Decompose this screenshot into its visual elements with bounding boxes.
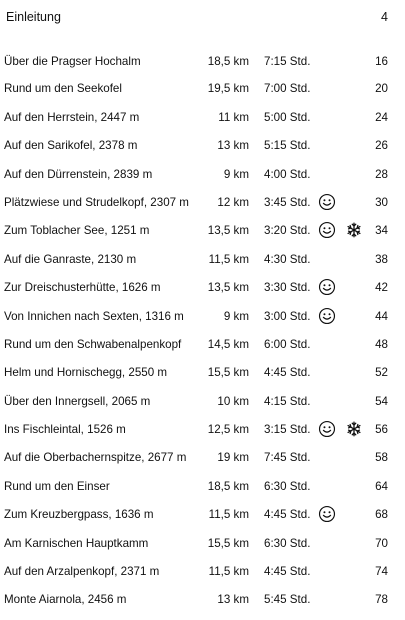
tour-name: Zum Kreuzbergpass, 1636 m	[4, 508, 154, 522]
tour-duration: 4:00 Std.	[264, 167, 311, 181]
tour-entry[interactable]	[0, 336, 405, 364]
tour-page-number: 58	[375, 451, 388, 465]
tour-distance: 11 km	[218, 110, 249, 124]
tour-name: Ins Fischleintal, 1526 m	[4, 423, 126, 437]
tour-name: Auf den Arzalpenkopf, 2371 m	[4, 565, 160, 579]
tour-name: Rund um den Einser	[4, 479, 110, 493]
tour-name: Zum Toblacher See, 1251 m	[4, 224, 150, 238]
tour-distance: 11,5 km	[208, 252, 249, 266]
tour-distance: 11,5 km	[208, 565, 249, 579]
smiley-icon	[318, 193, 336, 211]
tour-page-number: 38	[375, 252, 388, 266]
tour-page-number: 74	[375, 565, 388, 579]
tour-distance: 13 km	[217, 139, 249, 153]
tour-distance: 11,5 km	[208, 508, 249, 522]
tour-duration: 5:45 Std.	[264, 593, 311, 607]
tour-entry[interactable]	[0, 421, 405, 449]
tour-entry[interactable]	[0, 251, 405, 279]
tour-name: Plätzwiese und Strudelkopf, 2307 m	[4, 195, 189, 209]
tour-name: Rund um den Seekofel	[4, 82, 122, 96]
tour-duration: 5:00 Std.	[264, 110, 311, 124]
tour-entry[interactable]	[0, 563, 405, 591]
tour-distance: 12 km	[217, 195, 249, 209]
tour-duration: 4:45 Std.	[264, 508, 311, 522]
tour-duration: 6:30 Std.	[264, 536, 311, 550]
tour-entry[interactable]	[0, 194, 405, 222]
tour-entry[interactable]	[0, 52, 405, 80]
tour-name: Von Innichen nach Sexten, 1316 m	[4, 309, 184, 323]
tour-page-number: 30	[375, 195, 388, 209]
tour-name: Auf den Dürrenstein, 2839 m	[4, 167, 153, 181]
tour-entry[interactable]	[0, 535, 405, 563]
tour-duration: 6:00 Std.	[264, 337, 311, 351]
tour-name: Auf die Ganraste, 2130 m	[4, 252, 137, 266]
tour-list	[0, 52, 405, 620]
snowflake-icon	[346, 222, 362, 238]
tour-page-number: 28	[375, 167, 388, 181]
tour-distance: 14,5 km	[207, 337, 249, 351]
tour-name: Am Karnischen Hauptkamm	[4, 536, 149, 550]
tour-duration: 3:45 Std.	[264, 195, 311, 209]
tour-name: Auf die Oberbachernspitze, 2677 m	[4, 451, 187, 465]
tour-page-number: 44	[375, 309, 388, 323]
tour-page-number: 70	[375, 536, 388, 550]
tour-page-number: 16	[375, 55, 388, 68]
tour-distance: 13,5 km	[207, 281, 249, 295]
tour-duration: 4:15 Std.	[264, 394, 311, 408]
tour-distance: 15,5 km	[207, 366, 249, 380]
tour-distance: 9 km	[223, 309, 249, 323]
tour-entry[interactable]	[0, 308, 405, 336]
tour-page-number: 48	[375, 337, 388, 351]
smiley-icon	[318, 505, 336, 523]
tour-distance: 13 km	[217, 593, 249, 607]
tour-duration: 7:00 Std.	[264, 82, 311, 96]
tour-duration: 3:30 Std.	[264, 281, 311, 295]
tour-entry[interactable]	[0, 506, 405, 534]
tour-entry[interactable]	[0, 109, 405, 137]
tour-page-number: 54	[375, 394, 388, 408]
tour-page-number: 42	[375, 281, 388, 295]
tour-entry[interactable]	[0, 80, 405, 108]
tour-name: Auf den Sarikofel, 2378 m	[4, 139, 138, 153]
tour-name: Über den Innergsell, 2065 m	[4, 394, 151, 408]
tour-distance: 13,5 km	[207, 224, 249, 238]
tour-distance: 12,5 km	[207, 423, 249, 437]
tour-duration: 3:00 Std.	[264, 309, 311, 323]
tour-entry[interactable]	[0, 393, 405, 421]
tour-entry[interactable]	[0, 449, 405, 477]
tour-distance: 10 km	[217, 394, 249, 408]
tour-entry[interactable]	[0, 364, 405, 392]
tour-entry[interactable]	[0, 166, 405, 194]
tour-page-number: 64	[375, 479, 388, 493]
tour-duration: 4:30 Std.	[264, 252, 311, 266]
tour-duration: 4:45 Std.	[264, 366, 311, 380]
tour-page-number: 52	[375, 366, 388, 380]
tour-distance: 19,5 km	[207, 82, 249, 96]
smiley-icon	[318, 221, 336, 239]
smiley-icon	[318, 420, 336, 438]
tour-duration: 5:15 Std.	[264, 139, 311, 153]
tour-page-number: 26	[375, 139, 388, 153]
intro-entry[interactable]	[6, 10, 388, 28]
tour-entry[interactable]	[0, 478, 405, 506]
tour-page-number: 68	[375, 508, 388, 522]
tour-duration: 3:15 Std.	[264, 423, 311, 437]
tour-name: Monte Aiarnola, 2456 m	[4, 593, 127, 607]
tour-name: Über die Pragser Hochalm	[4, 55, 141, 68]
tour-page-number: 34	[375, 224, 388, 238]
tour-name: Helm und Hornischegg, 2550 m	[4, 366, 168, 380]
tour-entry[interactable]	[0, 279, 405, 307]
tour-duration: 6:30 Std.	[264, 479, 311, 493]
tour-distance: 15,5 km	[207, 536, 249, 550]
tour-duration: 3:20 Std.	[264, 224, 311, 238]
tour-name: Zur Dreischusterhütte, 1626 m	[4, 281, 161, 295]
tour-distance: 18,5 km	[207, 55, 249, 68]
tour-duration: 4:45 Std.	[264, 565, 311, 579]
tour-distance: 19 km	[217, 451, 249, 465]
tour-duration: 7:45 Std.	[264, 451, 311, 465]
smiley-icon	[318, 307, 336, 325]
smiley-icon	[318, 278, 336, 296]
tour-name: Auf den Herrstein, 2447 m	[4, 110, 140, 124]
intro-page-number: 4	[381, 10, 388, 24]
tour-entry[interactable]	[0, 591, 405, 619]
intro-title: Einleitung	[6, 10, 61, 24]
tour-page-number: 20	[375, 82, 388, 96]
tour-page-number: 56	[375, 423, 388, 437]
tour-entry[interactable]	[0, 222, 405, 250]
tour-duration: 7:15 Std.	[264, 55, 311, 68]
tour-distance: 18,5 km	[207, 479, 249, 493]
tour-name: Rund um den Schwabenalpenkopf	[4, 337, 182, 351]
tour-page-number: 78	[375, 593, 388, 607]
tour-page-number: 24	[375, 110, 388, 124]
snowflake-icon	[346, 421, 362, 437]
tour-entry[interactable]	[0, 137, 405, 165]
tour-distance: 9 km	[223, 167, 249, 181]
